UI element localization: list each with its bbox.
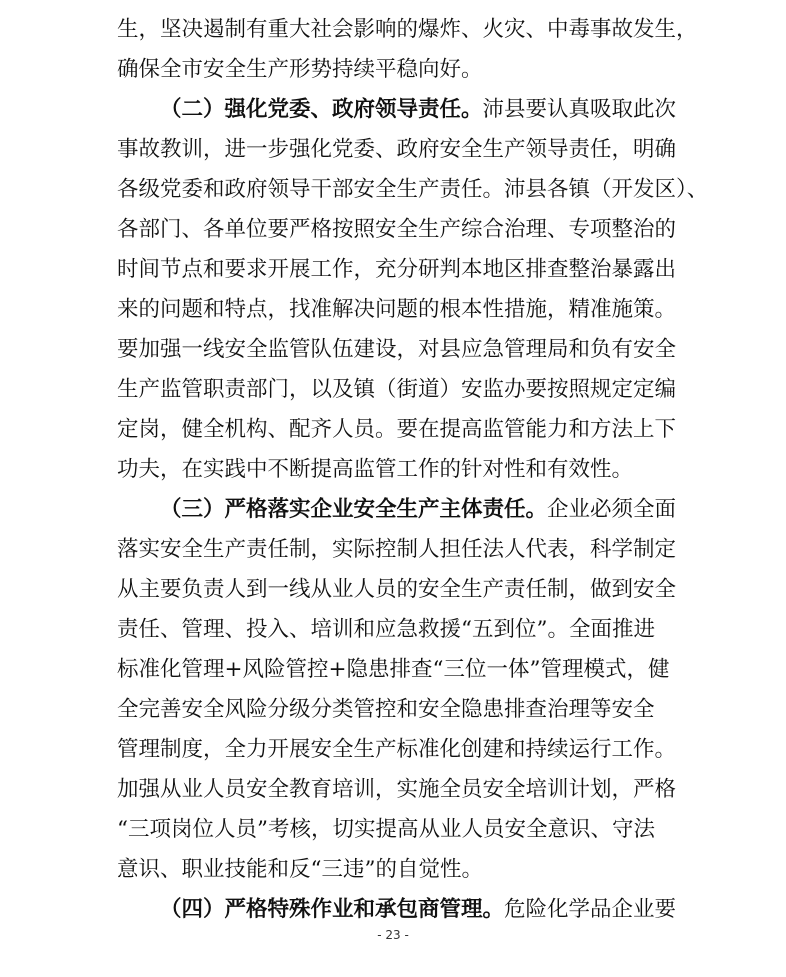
paragraph-line: 确保全市安全生产形势持续平稳向好。: [117, 57, 483, 82]
paragraph-line: 从主要负责人到一线从业人员的安全生产责任制，做到安全: [117, 577, 677, 602]
paragraph-line: 各级党委和政府领导干部安全生产责任。沛县各镇（开发区）、: [117, 177, 709, 202]
paragraph-line: 管理制度，全力开展安全生产标准化创建和持续运行工作。: [117, 737, 677, 762]
paragraph-line: “三项岗位人员”考核，切实提高从业人员安全意识、守法: [117, 817, 655, 842]
paragraph-first-line: [160, 890, 680, 930]
paragraph-line: 各部门、各单位要严格按照安全生产综合治理、专项整治的: [117, 217, 677, 242]
paragraph-text: 企业必须全面: [547, 497, 677, 522]
paragraph-text: 沛县要认真吸取此次: [482, 97, 677, 122]
paragraph-line: 事故教训，进一步强化党委、政府安全生产领导责任，明确: [117, 137, 677, 162]
paragraph-line: 意识、职业技能和反“三违”的自觉性。: [117, 857, 483, 882]
paragraph-first-line: [160, 90, 680, 130]
page-number: - 23 -: [377, 928, 409, 942]
paragraph-line: 要加强一线安全监管队伍建设，对县应急管理局和负有安全: [117, 337, 677, 362]
section-heading: （三）严格落实企业安全生产主体责任。: [160, 497, 548, 522]
paragraph-line: 责任、管理、投入、培训和应急救援“五到位”。全面推进: [117, 617, 655, 642]
section-heading: （二）强化党委、政府领导责任。: [160, 97, 483, 122]
paragraph-line: 时间节点和要求开展工作，充分研判本地区排查整治暴露出: [117, 257, 677, 282]
paragraph-line: 生产监管职责部门，以及镇（街道）安监办要按照规定定编: [117, 377, 677, 402]
paragraph-line: 落实安全生产责任制，实际控制人担任法人代表，科学制定: [117, 537, 677, 562]
section-heading: （四）严格特殊作业和承包商管理。: [160, 897, 505, 922]
paragraph-text: 危险化学品企业要: [504, 897, 677, 922]
paragraph-line: 来的问题和特点，找准解决问题的根本性措施，精准施策。: [117, 297, 677, 322]
paragraph-line: 全完善安全风险分级分类管控和安全隐患排查治理等安全: [117, 697, 655, 722]
paragraph-line: 标准化管理+风险管控+隐患排查“三位一体”管理模式，健: [117, 657, 670, 682]
paragraph-line: 功夫，在实践中不断提高监管工作的针对性和有效性。: [117, 457, 634, 482]
paragraph-first-line: [160, 490, 680, 530]
paragraph-line: 生，坚决遏制有重大社会影响的爆炸、火灾、中毒事故发生，: [117, 17, 698, 42]
paragraph-line: 加强从业人员安全教育培训，实施全员安全培训计划，严格: [117, 777, 677, 802]
paragraph-line: 定岗，健全机构、配齐人员。要在提高监管能力和方法上下: [117, 417, 677, 442]
